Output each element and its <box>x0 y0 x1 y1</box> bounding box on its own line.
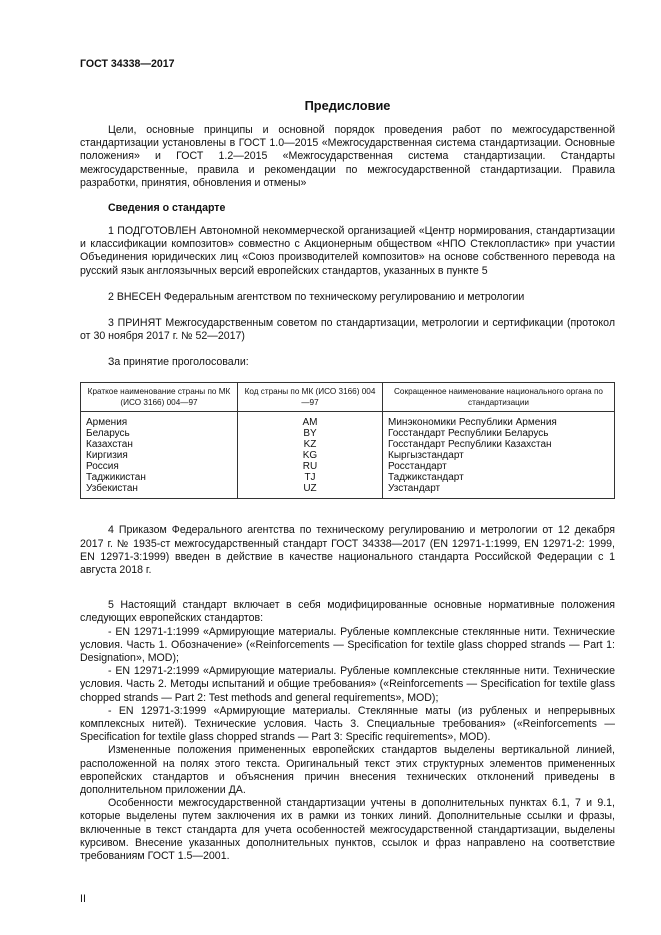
code-cell: KZ <box>238 439 383 450</box>
code-cell: BY <box>238 428 383 439</box>
page-title: Предисловие <box>304 98 391 113</box>
body-cell: Росстандарт <box>383 461 615 472</box>
country-cell: Таджикистан <box>81 472 238 483</box>
list-item: - EN 12971-3:1999 «Армирующие материалы. Стеклянные маты (из рубленых и непрерывных комплексных нитей). Технические условия. Часть 3. Специальные требования» («Reinforcements — Specification for textile glass chopped strands — Part 3: Specific requirements», MOD). <box>80 704 615 744</box>
table-row <box>81 450 615 461</box>
table-row <box>81 439 615 450</box>
table-row <box>81 472 615 483</box>
section-title: Сведения о стандарте <box>108 202 226 215</box>
code-cell: UZ <box>238 483 383 499</box>
table-header-code: Код страны по МК (ИСО 3166) 004—97 <box>238 382 383 411</box>
body-cell: Минэкономики Республики Армения <box>383 411 615 428</box>
intro-paragraph: Цели, основные принципы и основной порядок проведения работ по межгосударственной стандартизации установлены в ГОСТ 1.0—2015 «Межгосударственная система стандартизации. Основные положения» и ГОСТ 1.2—2015 «Межгосударственная система стандартизации. Стандарты межгосударственные, правила и рекомендации по межгосударственной стандартизации. Правила разработки, принятия, обновления и отмены» <box>80 124 615 189</box>
page-number: II <box>80 893 86 905</box>
table-row <box>81 411 615 428</box>
voting-table <box>80 382 615 500</box>
body-cell: Таджикстандарт <box>383 472 615 483</box>
country-cell: Киргизия <box>81 450 238 461</box>
country-cell: Армения <box>81 411 238 428</box>
table-row <box>81 483 615 499</box>
document-page <box>80 58 615 863</box>
country-cell: Казахстан <box>81 439 238 450</box>
body-cell: Кыргызстандарт <box>383 450 615 461</box>
list-item: - EN 12971-2:1999 «Армирующие материалы. Рубленые комплексные стеклянные нити. Технические условия. Часть 2. Методы испытаний и общие требования» («Reinforcements — Specification for textile glass chopped strands — Part 2: Test methods and general requirements», MOD); <box>80 665 615 704</box>
list-item: - EN 12971-1:1999 «Армирующие материалы. Рубленые комплексные стеклянные нити. Технические условия. Часть 1. Обозначение» («Reinforcements — Specification for textile glass chopped strands — Part 1: Designation», MOD); <box>80 625 615 664</box>
country-cell: Россия <box>81 461 238 472</box>
document-header: ГОСТ 34338—2017 <box>80 58 175 70</box>
item-5-paragraph: 5 Настоящий стандарт включает в себя модифицированные основные нормативные положения следующих европейских стандартов: <box>80 599 615 625</box>
table-header-country: Краткое наименование страны по МК (ИСО 3166) 004—97 <box>81 382 238 411</box>
table-header-row <box>81 382 615 411</box>
standards-list <box>80 626 615 745</box>
table-row <box>81 428 615 439</box>
code-cell: RU <box>238 461 383 472</box>
table-row <box>81 461 615 472</box>
code-cell: KG <box>238 450 383 461</box>
features-paragraph: Особенности межгосударственной стандартизации учтены в дополнительных пунктах 6.1, 7 и 9.1, которые выделены путем заключения их в рамки из тонких линий. Дополнительные ссылки и фразы, включенные в текст стандарта для учета особенностей межгосударственной стандартизации, выделены курсивом. Внесение указанных дополнительных пунктов, ссылок и фраз направлено на соответствие требованиям ГОСТ 1.5—2001. <box>80 797 615 862</box>
item-4-paragraph: 4 Приказом Федерального агентства по техническому регулированию и метрологии от 12 декабря 2017 г. № 1935-ст межгосударственный стандарт ГОСТ 34338—2017 (EN 12971-1:1999, EN 12971-2: 1999, EN 12971-3:1999) введен в действие в качестве национального стандарта Российской Федерации с 1 августа 2018 г. <box>80 524 615 576</box>
item-1-paragraph: 1 ПОДГОТОВЛЕН Автономной некоммерческой организацией «Центр нормирования, стандартизации и классификации композитов» совместно с Акционерным обществом «НПО Стеклопластик» при участии Объединения юридических лиц «Союз производителей композитов» на основе собственного перевода на русский язык англоязычных версий европейских стандартов, указанных в пункте 5 <box>80 225 615 277</box>
code-cell: AM <box>238 411 383 428</box>
changes-paragraph: Измененные положения примененных европейских стандартов выделены вертикальной линией, расположенной на полях этого текста. Оригинальный текст этих структурных элементов примененных европейских стандартов и объяснения причин внесения технических отклонений приведены в дополнительном приложении ДА. <box>80 744 615 796</box>
country-cell: Беларусь <box>81 428 238 439</box>
table-header-body: Сокращенное наименование национального органа по стандартизации <box>383 382 615 411</box>
voted-label: За принятие проголосовали: <box>108 356 249 369</box>
item-3-paragraph: 3 ПРИНЯТ Межгосударственным советом по стандартизации, метрологии и сертификации (протокол от 30 ноября 2017 г. № 52—2017) <box>80 317 615 343</box>
body-cell: Госстандарт Республики Беларусь <box>383 428 615 439</box>
country-cell: Узбекистан <box>81 483 238 499</box>
body-cell: Госстандарт Республики Казахстан <box>383 439 615 450</box>
item-2-paragraph: 2 ВНЕСЕН Федеральным агентством по техническому регулированию и метрологии <box>108 290 525 303</box>
body-cell: Узстандарт <box>383 483 615 499</box>
code-cell: TJ <box>238 472 383 483</box>
